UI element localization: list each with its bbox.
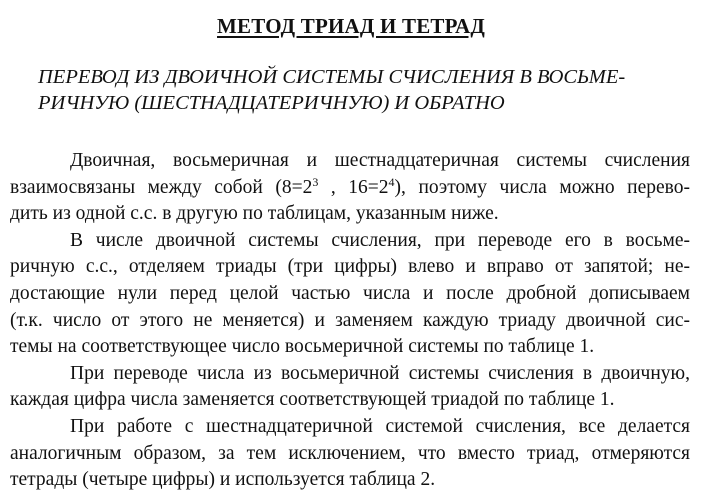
- paragraph-3-line-1: При переводе числа из восьмеричной системы счисления в двоичную,: [70, 362, 690, 384]
- paragraph-4-line-3: тетрады (четыре цифры) и используется таблица 2.: [10, 469, 436, 491]
- paragraph-1-line-1: Двоичная, восьмеричная и шестнадцатеричная системы счисления: [70, 150, 690, 171]
- paragraph-1-line-3: дить из одной с.с. в другую по таблицам, указанным ниже.: [10, 203, 499, 225]
- paragraph-1-line-2: [10, 175, 690, 202]
- p1-l2-part-a: взаимосвязаны между собой (8=2: [10, 176, 313, 198]
- subtitle-line-1: ПЕРЕВОД ИЗ ДВОИЧНОЙ СИСТЕМЫ СЧИСЛЕНИЯ В ВОСЬМЕ-: [38, 66, 626, 88]
- p1-l2-part-b: , 16=2: [318, 176, 389, 198]
- exponent-3: 3: [312, 174, 319, 189]
- exponent-4: 4: [388, 174, 395, 189]
- document-title: МЕТОД ТРИАД И ТЕТРАД: [217, 14, 485, 38]
- p1-l2-part-c: ), поэтому числа можно перево-: [394, 176, 690, 198]
- paragraph-3-line-2: каждая цифра числа заменяется соответствующей триадой по таблице 1.: [10, 389, 615, 411]
- subtitle-line-2: РИЧНУЮ (ШЕСТНАДЦАТЕРИЧНУЮ) И ОБРАТНО: [38, 92, 505, 114]
- paragraph-2-line-5: темы на соответствующее число восьмеричной системы по таблице 1.: [10, 336, 595, 358]
- body-text: [10, 148, 690, 494]
- paragraph-4-line-1: При работе с шестнадцатеричной системой счисления, все делается: [70, 415, 690, 437]
- paragraph-2-line-3: достающие нули перед целой частью числа и после дробной дописываем: [10, 282, 690, 304]
- paragraph-2-line-1: В числе двоичной системы счисления, при переводе его в восьме-: [70, 229, 690, 251]
- paragraph-2-line-2: ричную с.с., отделяем триады (три цифры) влево и вправо от запятой; не-: [10, 256, 690, 278]
- section-subtitle: [38, 64, 678, 116]
- paragraph-2-line-4: (т.к. число от этого не меняется) и заменяем каждую триаду двоичной сис-: [10, 309, 690, 331]
- paragraph-4-line-2: аналогичным образом, за тем исключением, что вместо триад, отмеряются: [10, 442, 690, 464]
